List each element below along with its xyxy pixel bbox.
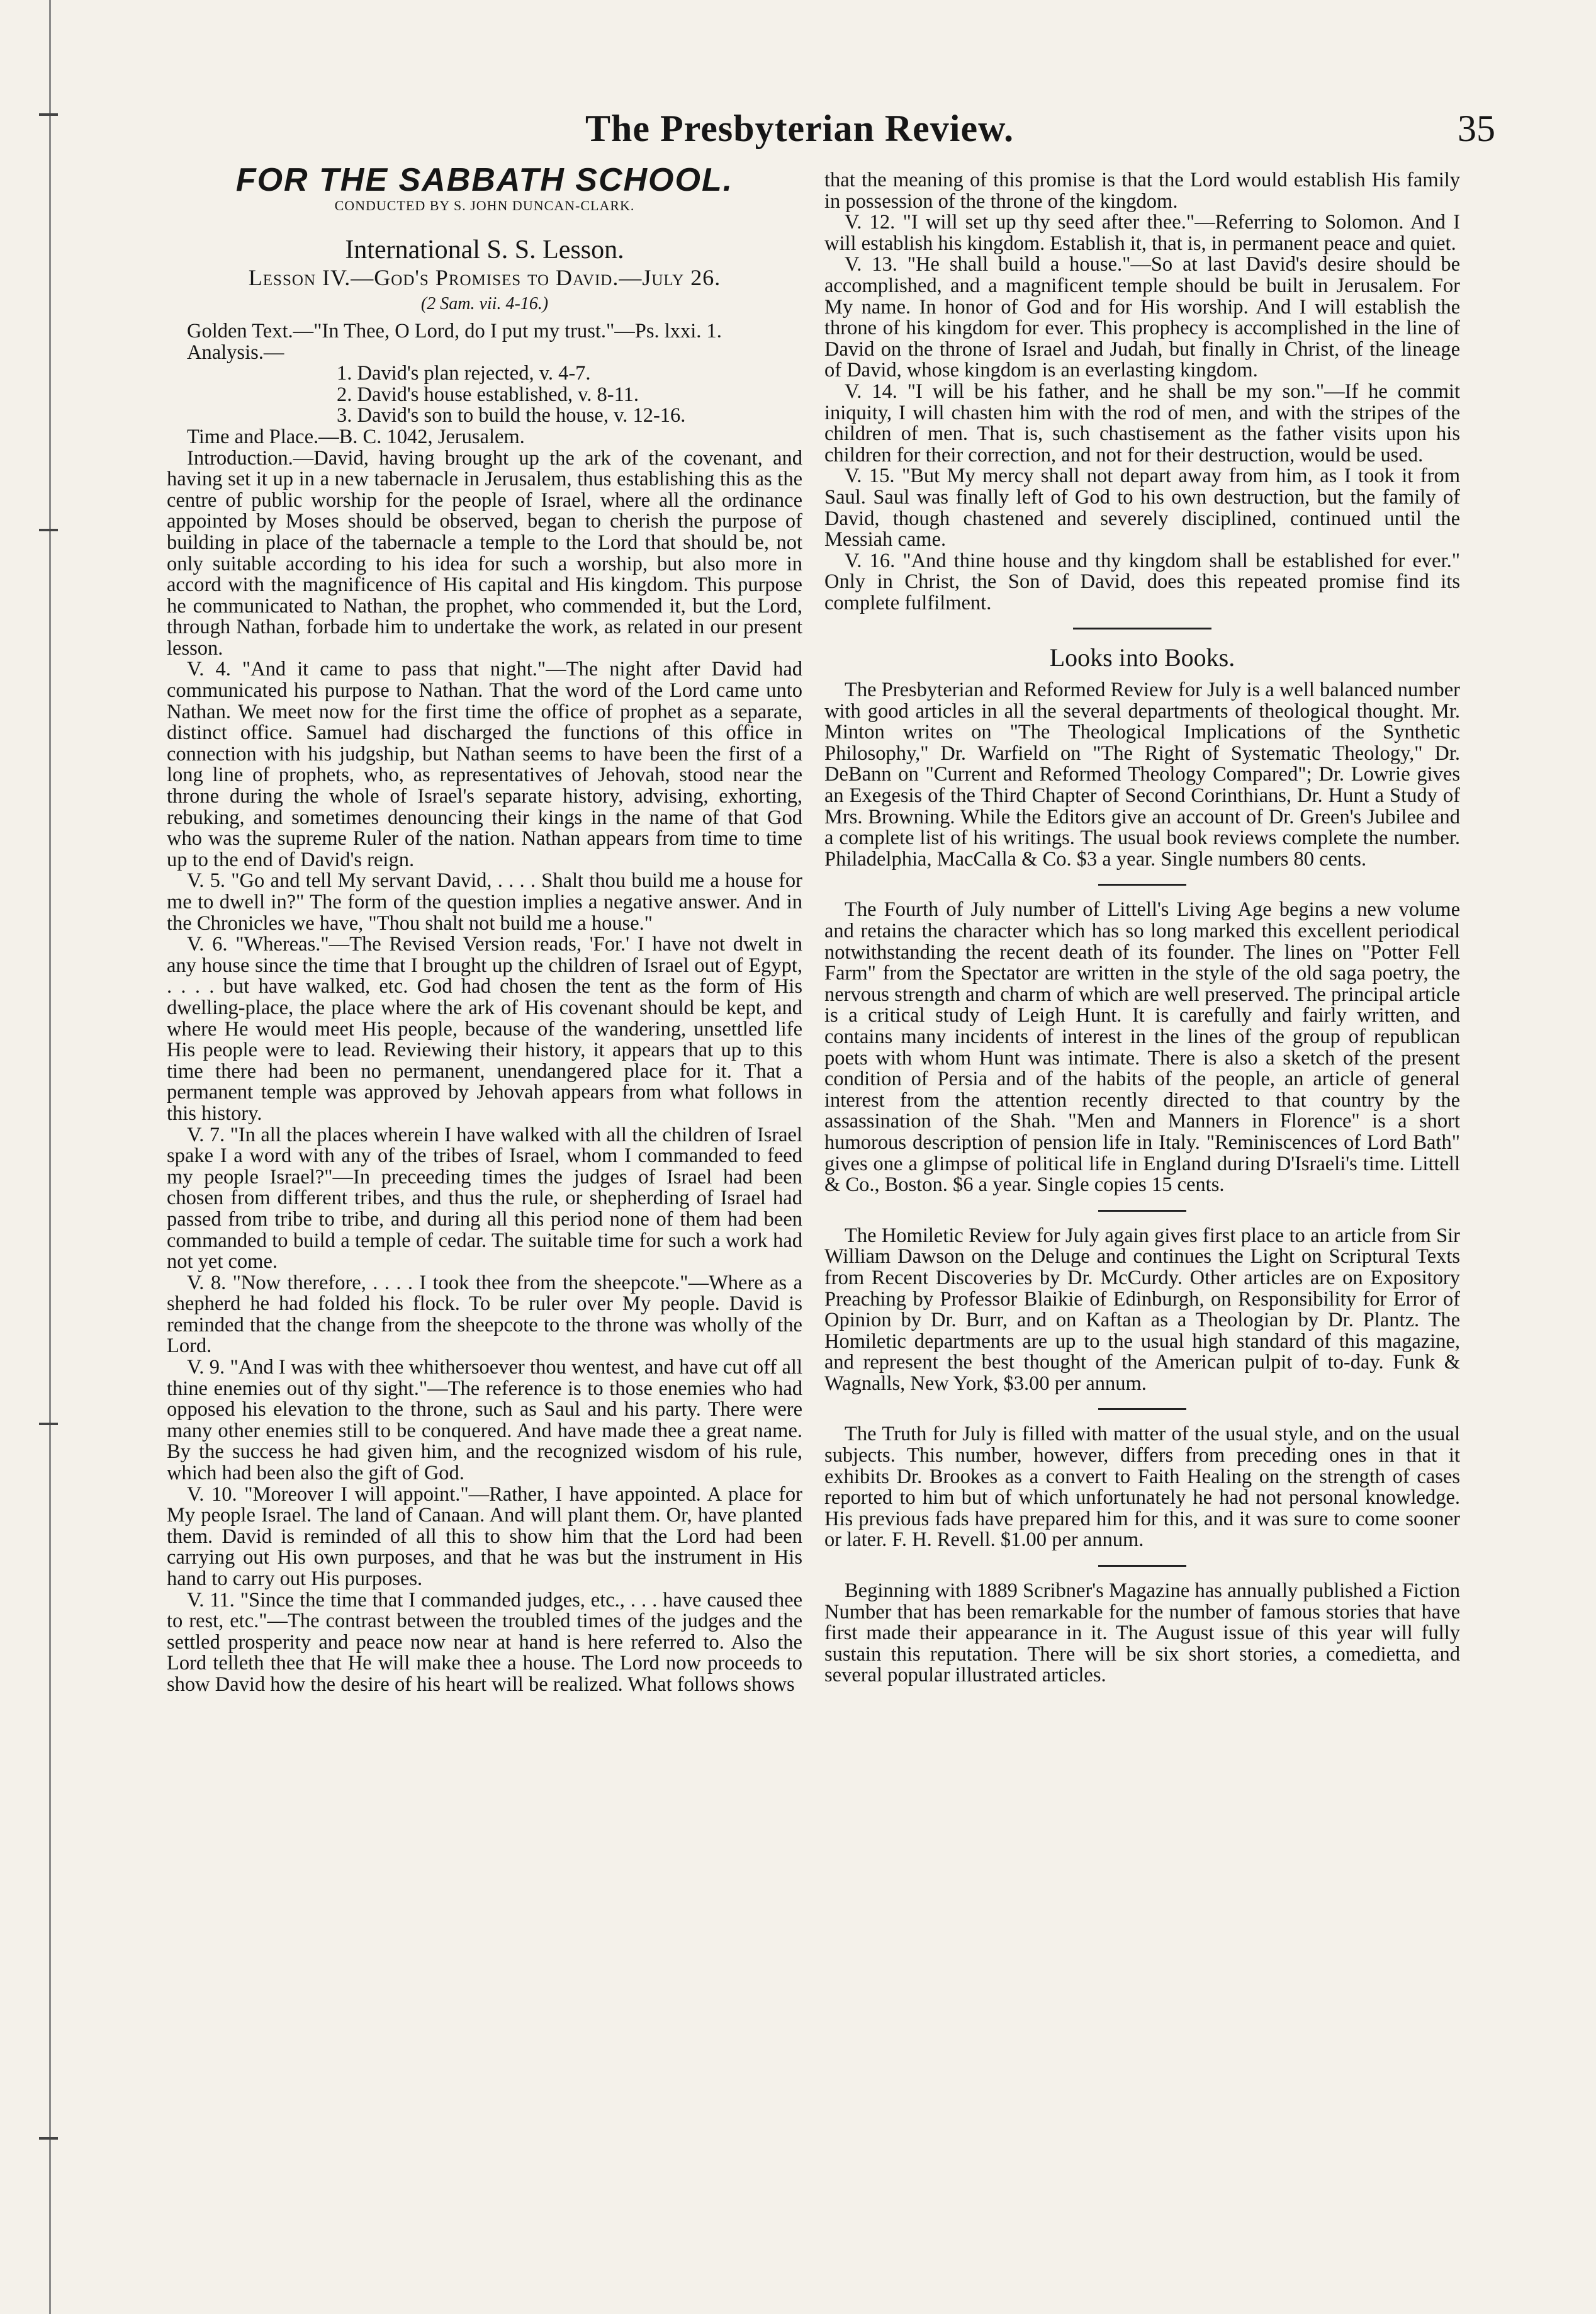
time-place: Time and Place.—B. C. 1042, Jerusalem. — [187, 425, 525, 448]
page-header — [157, 107, 1495, 164]
scripture-ref: (2 Sam. vii. 4-16.) — [420, 294, 549, 314]
book-review: The Truth for July is filled with matter of the usual style, and on the usual subjects. This number, however, differs from preceding ones in that it exhibits Dr. Brookes as a convert to Faith Healing on the strength of cases reported to him but of which unfortunately he had not personal knowledge. His previous fads have prepared him for this, and it was sure to come sooner or later. F. H. Revell. $1.00 per annum. — [824, 1423, 1460, 1552]
left-column — [167, 162, 802, 1696]
analysis-item: 2. David's house established, v. 8-11. — [337, 383, 639, 406]
lesson-paragraph: Introduction.—David, having brought up the ark of the covenant, and having set it up in a new tabernacle in Jerusalem, thus establishing this as the centre of public worship for the people of Israel, where all the ordinance appointed by Moses should be observed, began to cherish the purpose of building in place of the tabernacle a temple to the Lord that should be, not only suitable according to his idea for such a worship, but also more in accord with the magnificence of His capital and His kingdom. This purpose he communicated to Nathan, the prophet, who commended it, but the Lord, through Nathan, forbade him to undertake the work, as related in our present lesson. — [167, 446, 802, 660]
lesson-heading: International S. S. Lesson. — [345, 235, 624, 265]
section-title: FOR THE SABBATH SCHOOL. — [235, 162, 734, 198]
lesson-paragraph: V. 16. "And thine house and thy kingdom shall be established for ever." Only in Christ, the Son of David, does this repeated promise find its complete fulfilment. — [824, 549, 1460, 614]
lesson-line: Lesson IV.—God's Promises to David.—July 26. — [248, 264, 721, 290]
conducted-by: CONDUCTED BY S. JOHN DUNCAN-CLARK. — [334, 197, 635, 213]
book-review: The Homiletic Review for July again gives first place to an article from Sir William Dawson on the Deluge and continues the Light on Scriptural Texts from Recent Discoveries by Dr. McCurdy. Other articles are on Expository Preaching by Professor Blaikie of Edinburgh, on Responsibility for Error of Opinion by Dr. Burr, and on Kaftan as a Theologian by Dr. Plantz. The Homiletic departments are up to the usual high standard of this magazine, and represent the best thought of the American pulpit of to-day. Funk & Wagnalls, New York, $3.00 per annum. — [824, 1224, 1460, 1395]
section-divider — [1073, 628, 1211, 629]
lesson-paragraph: V. 11. "Since the time that I commanded judges, etc., . . . have caused thee to rest, etc."—The contrast between the troubled times of the judges and the settled prosperity and peace now near at hand is here referred to. Also the Lord telleth thee that He will make thee a house. The Lord now proceeds to show David how the desire of his heart will be realized. What follows shows — [167, 1588, 802, 1696]
lesson-paragraph: V. 4. "And it came to pass that night."—The night after David had communicated his purpose to Nathan. That the word of the Lord came unto Nathan. We meet now for the first time the office of prophet as a separate, distinct office. Samuel had discharged the functions of this office in connection with his judgship, but Nathan seems to have been the first of a long line of prophets, who, as representatives of Jehovah, stood near the throne during the whole of Israel's separate history, advising, exhorting, rebuking, and sometimes denouncing their kings in the name of that God who was the supreme Ruler of the nation. Nathan appears from time to time up to the end of David's reign. — [167, 658, 802, 871]
margin-mark — [39, 2137, 58, 2140]
lesson-paragraph: that the meaning of this promise is that the Lord would establish His family in possession of the throne of the kingdom. — [824, 169, 1460, 213]
review-divider — [1098, 884, 1186, 886]
review-divider — [1098, 1565, 1186, 1567]
book-review: The Presbyterian and Reformed Review for July is a well balanced number with good articles in all the several departments of theological thought. Mr. Minton writes on "The Theological Implications of the Synthetic Philosophy," Dr. Warfield on "The Right of Systematic Theology," Dr. DeBann on "Current and Reformed Theology Compared"; Dr. Lowrie gives an Exegesis of the Third Chapter of Second Corinthians, Dr. Hunt a Study of Mrs. Browning. While the Editors give an account of Dr. Green's Jubilee and a complete list of his writings. The usual book reviews complete the number. Philadelphia, MacCalla & Co. $3 a year. Single numbers 80 cents. — [824, 679, 1460, 871]
lesson-paragraph: V. 12. "I will set up thy seed after thee."—Referring to Solomon. And I will establish his kingdom. Establish it, that is, in permanent peace and quiet. — [824, 211, 1460, 255]
margin-mark — [39, 529, 58, 531]
analysis-item: 1. David's plan rejected, v. 4-7. — [337, 362, 591, 385]
review-divider — [1098, 1408, 1186, 1410]
lesson-paragraph: V. 14. "I will be his father, and he shall be my son."—If he commit iniquity, I will chasten him with the rod of men, and with the stripes of the children of men. That is, such chastisement as the father visits upon his children for their correction, and not for their destruction, would be used. — [824, 380, 1460, 466]
lesson-paragraph: V. 15. "But My mercy shall not depart away from him, as I took it from Saul. Saul was finally left of God to his own destruction, but the family of David, though chastened and severely disciplined, continued until the Messiah came. — [824, 465, 1460, 551]
analysis-item: 3. David's son to build the house, v. 12-16. — [337, 404, 686, 427]
right-column — [824, 170, 1460, 1686]
page-number: 35 — [1458, 108, 1495, 149]
lesson-paragraph: V. 10. "Moreover I will appoint."—Rather, I have appointed. A place for My people Israel. The land of Canaan. And will plant them. Or, have planted them. David is reminded of all this to show him that the Lord had been carrying out His own purposes, and that he was but the instrument in His hand to carry out His purposes. — [167, 1482, 802, 1590]
lesson-paragraph: V. 6. "Whereas."—The Revised Version reads, 'For.' I have not dwelt in any house since the time that I brought up the children of Israel out of Egypt, . . . . but have walked, etc. God had chosen the tent as the form of His dwelling-place, the place where the ark of His covenant should be kept, and where He would meet His people, because of the wandering, unsettled life His people were to lead. Reviewing their history, it appears that up to this time there had been no permanent, unendangered place for it. That a permanent temple was approved by Jehovah appears from what follows in this history. — [167, 933, 802, 1125]
analysis-label: Analysis.— — [187, 341, 284, 364]
page-title: The Presbyterian Review. — [585, 108, 1014, 149]
books-heading: Looks into Books. — [1049, 643, 1235, 672]
margin-mark — [39, 1423, 58, 1425]
lesson-paragraph: V. 9. "And I was with thee whithersoever thou wentest, and have cut off all thine enemies out of thy sight."—The reference is to those enemies who had opposed his elevation to the throne, such as Saul and his party. There were many other enemies still to be conquered. And have made thee a great name. By the success he had given him, and the recognized wisdom of his rule, which had been also the gift of God. — [167, 1356, 802, 1485]
lesson-paragraph: V. 7. "In all the places wherein I have walked with all the children of Israel spake I a word with any of the tribes of Israel, whom I commanded to feed my people Israel?"—In preceeding times the judges of Israel had been chosen from different tribes, and thus the rule, or shepherding of Israel had passed from tribe to tribe, and during all this period none of them had been commanded to build a temple of cedar. The suitable time for such a work had not yet come. — [167, 1123, 802, 1273]
lesson-paragraph: V. 13. "He shall build a house."—So at last David's desire should be accomplished, and a magnificent temple should be built in Jerusalem. For My name. In honor of God and for His worship. And I will establish the throne of his kingdom for ever. This prophecy is accomplished in the line of David on the throne of Israel and Judah, but finally in Christ, of the lineage of David, whose kingdom is an everlasting kingdom. — [824, 253, 1460, 382]
book-review: The Fourth of July number of Littell's Living Age begins a new volume and retains the character which has so long marked this excellent periodical notwithstanding the recent death of its founder. The lines on "Potter Fell Farm" from the Spectator are written in the style of the old saga poetry, the nervous strength and charm of which are well preserved. The principal article is a critical study of Leigh Hunt. It is carefully and fairly written, and contains many incidents of interest in the lines of the group of republican poets with whom Hunt was intimate. There is also a sketch of the present condition of Persia and of the habits of the people, an article of general interest from the attention recently directed to that country by the assassination of the Shah. "Men and Manners in Florence" is a short humorous description of pension life in Italy. "Reminiscences of Lord Bath" gives one a glimpse of political life in England during D'Israeli's time. Littell & Co., Boston. $6 a year. Single copies 15 cents. — [824, 898, 1460, 1197]
margin-mark — [39, 113, 58, 116]
lesson-paragraph: V. 5. "Go and tell My servant David, . . . . Shalt thou build me a house for me to dwell in?" The form of the question implies a negative answer. And in the Chronicles we have, "Thou shalt not build me a house." — [167, 869, 802, 935]
margin-rule — [49, 0, 51, 2314]
review-divider — [1098, 1210, 1186, 1212]
lesson-paragraph: V. 8. "Now therefore, . . . . I took thee from the sheepcote."—Where as a shepherd he had folded his flock. To be ruler over My people. David is reminded that the change from the sheepcote to the throne was wholly of the Lord. — [167, 1271, 802, 1358]
book-review: Beginning with 1889 Scribner's Magazine has annually published a Fiction Number that has been remarkable for the number of famous stories that have first made their appearance in it. The August issue of this year will fully sustain this reputation. There will be six short stories, a comedietta, and several popular illustrated articles. — [824, 1579, 1460, 1687]
golden-text: Golden Text.—"In Thee, O Lord, do I put my trust."—Ps. lxxi. 1. — [187, 319, 722, 342]
